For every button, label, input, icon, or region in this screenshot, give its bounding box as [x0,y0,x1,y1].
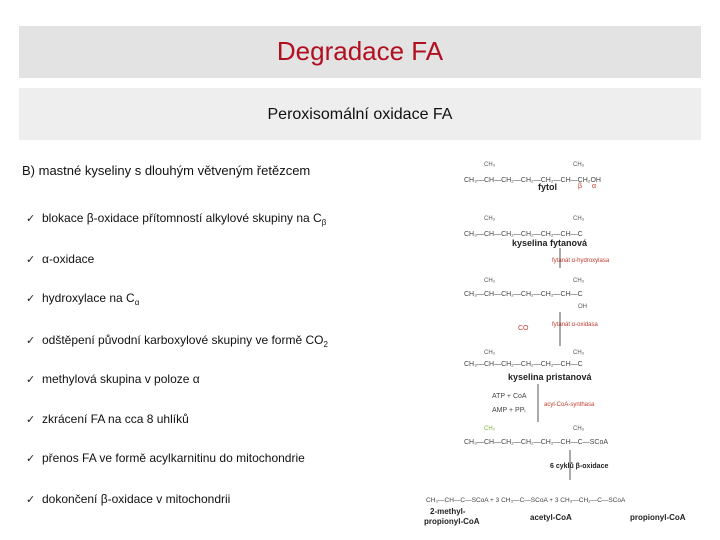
atp-coa-label: ATP + CoA [492,393,527,400]
bullet-item [26,372,200,386]
product-label: propionyl-CoA [424,517,480,526]
check-icon: ✓ [26,494,36,506]
bullet-text: odštěpení původní karboxylové skupiny ve formě CO [42,333,324,347]
check-icon: ✓ [26,254,36,266]
bullet-item [26,211,326,227]
fytol-formula: CH₃—CH—CH₂—CH₂—CH₂—CH—CH₂OH [464,177,601,184]
hydroxyl-label: OH [578,304,587,310]
bullet-subscript: β [321,218,327,227]
methyl-label: CH₃ [573,162,585,168]
check-icon: ✓ [26,414,36,426]
check-icon: ✓ [26,453,36,465]
check-icon: ✓ [26,374,36,386]
check-icon: ✓ [26,293,36,305]
bullet-item [26,412,189,426]
bullet-subscript: 2 [323,340,328,349]
cycles-label: 6 cyklů β-oxidace [550,463,609,470]
acyl-coa-formula: CH₃—CH—CH₂—CH₂—CH₂—CH—C—SCoA [464,439,609,446]
phytanic-acid-label: kyselina fytanová [512,238,588,248]
enzyme-label: fytanát α-oxidasa [552,322,598,328]
bullet-item [26,451,305,465]
enzyme-label: acyl-CoA-synthasa [544,402,595,408]
check-icon: ✓ [26,335,36,347]
check-icon: ✓ [26,213,36,225]
bullet-item [26,291,139,307]
page-subtitle: Peroxisomální oxidace FA [267,106,453,123]
products-formula: CH₃—CH—C—SCoA + 3 CH₃—C—SCoA + 3 CH₃—CH₂—C—SCoA [426,497,626,504]
methyl-label: CH₃ [484,278,496,284]
section-heading: B) mastné kyseliny s dlouhým větveným řetězcem [22,163,311,178]
methyl-label: CH₃ [484,216,496,222]
alpha-label: α [592,183,597,190]
methyl-label: CH₃ [484,350,496,356]
bullet-item [26,492,230,506]
bullet-item [26,252,94,266]
methyl-label: CH₃ [484,426,496,432]
reaction-scheme [420,150,716,538]
methyl-label: CH₃ [573,278,585,284]
bullet-text: zkrácení FA na cca 8 uhlíků [42,412,189,426]
pristanic-acid-label: kyselina pristanová [508,372,592,382]
enzyme-label: fytanát α-hydroxylasa [552,258,610,264]
methyl-label: CH₃ [484,162,496,168]
bullet-item [26,333,328,349]
amp-ppi-label: AMP + PPᵢ [492,407,526,414]
methyl-label: CH₃ [573,216,585,222]
hydroxy-formula: CH₃—CH—CH₂—CH₂—CH₂—CH—C [464,291,583,298]
bullet-text: blokace β-oxidace přítomností alkylové skupiny na C [42,211,322,225]
bullet-text: přenos FA ve formě acylkarnitinu do mitochondrie [42,451,305,465]
methyl-label: CH₃ [573,426,585,432]
pristanic-formula: CH₃—CH—CH₂—CH₂—CH₂—CH—C [464,361,583,368]
bullet-text: methylová skupina v poloze α [42,372,200,386]
methyl-label: CH₃ [573,350,585,356]
bullet-text: hydroxylace na C [42,291,135,305]
bullet-text: dokončení β-oxidace v mitochondrii [42,492,231,506]
bullet-subscript: α [134,298,140,307]
beta-label: β [578,183,583,190]
subtitle-bar [19,88,701,140]
fytanic-formula: CH₃—CH—CH₂—CH₂—CH₂—CH—C [464,231,583,238]
product-label: acetyl-CoA [530,513,572,522]
product-label: propionyl-CoA [630,513,686,522]
title-bar [19,26,701,78]
bullet-text: α-oxidace [42,252,95,266]
product-label: 2-methyl- [430,507,466,516]
fytol-label: fytol [538,182,557,192]
page-title: Degradace FA [276,36,444,66]
co2-label: CO [518,325,529,332]
